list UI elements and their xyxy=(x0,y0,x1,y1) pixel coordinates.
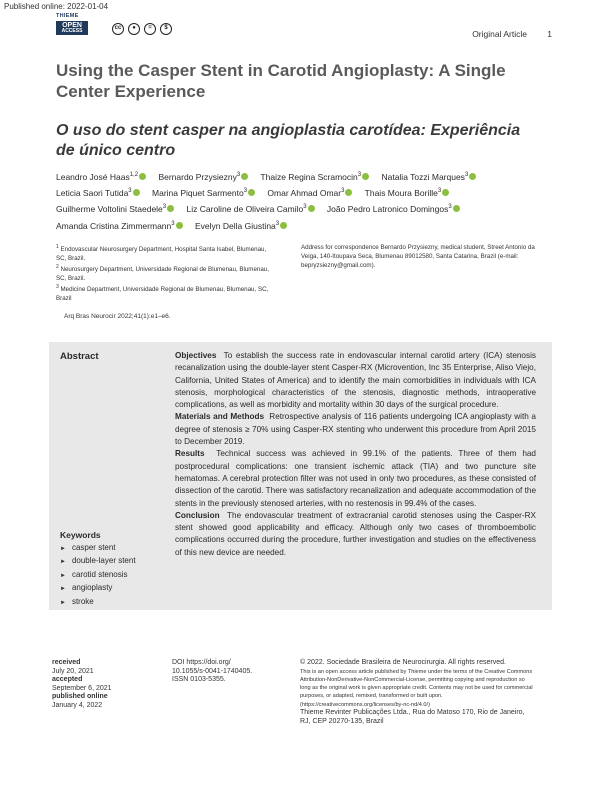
orcid-icon[interactable] xyxy=(442,189,449,196)
author[interactable]: Natalia Tozzi Marques$^3$ xyxy=(381,172,476,182)
keywords-list xyxy=(60,542,136,609)
article-dates xyxy=(52,659,112,711)
affiliation: $^2$ Neurosurgery Department, Universidade Regional de Blumenau, Blumenau, SC, Brazil. xyxy=(56,264,269,283)
copyright-block xyxy=(300,659,535,726)
accepted-date: September 6, 2021 xyxy=(52,684,112,692)
author[interactable]: Thais Moura Borille$^3$ xyxy=(365,188,450,198)
author[interactable]: Leandro José Haas$^{1,2}$ xyxy=(56,172,146,182)
abstract-body xyxy=(175,350,536,559)
cc-license-icon: cc xyxy=(112,23,124,35)
doi-block xyxy=(172,659,252,685)
orcid-icon[interactable] xyxy=(280,222,287,229)
keyword: ► angioplasty xyxy=(60,582,136,595)
article-type-label: Original Article xyxy=(472,29,527,39)
keyword: ► double-layer stent xyxy=(60,555,136,568)
article-subtitle: O uso do stent casper na angioplastia carotídea: Experiência de único centro xyxy=(56,122,521,159)
orcid-icon[interactable] xyxy=(139,173,146,180)
article-title: Using the Casper Stent in Carotid Angioplasty: A Single Center Experience xyxy=(56,61,506,101)
by-license-icon: ● xyxy=(128,23,140,35)
published-label: published online xyxy=(52,693,108,701)
published-date: January 4, 2022 xyxy=(52,701,103,709)
logo-line2: OPEN xyxy=(56,21,88,29)
logo-line3: ACCESS xyxy=(56,29,88,35)
doi-number[interactable]: 10.1055/s-0041-1740405. xyxy=(172,667,253,675)
logo-line1: THIEME xyxy=(56,13,79,19)
journal-citation: Arq Bras Neurocir 2022;41(1):e1–e6. xyxy=(64,313,171,320)
published-online-stamp: Published online: 2022-01-04 xyxy=(4,2,109,11)
keyword: ► casper stent xyxy=(60,542,136,555)
orcid-icon[interactable] xyxy=(308,205,315,212)
received-date: July 20, 2021 xyxy=(52,667,94,675)
accepted-label: accepted xyxy=(52,676,83,684)
author[interactable]: Omar Ahmad Omar$^3$ xyxy=(267,188,352,198)
thieme-open-access-logo xyxy=(56,14,88,35)
keywords-heading: Keywords xyxy=(60,530,101,540)
keyword: ► stroke xyxy=(60,596,136,609)
abstract-objectives: Objectives To establish the success rate in endovascular internal carotid artery (ICA) stenosis recanalization using the double-layer stent Casper-RX (Microvention, Inc 35 Enterprise, Aliso Viejo, California, United States of America) and to identify the main comorbidities in individuals with ICA stenosis, morphological characteristics of the stenosis, diagnostic methods, intraoperative complications, as well as morbidity and mortality within 30 days of the surgical procedure. xyxy=(175,351,536,410)
abstract-results: Results Technical success was achieved in 99.1% of the patients. Three of them had postprocedural complications: one transient ischemic attack (TIA) and two puncture site hematomas. A cerebral protection filter was not used in only two procedures, as these consisted of dissection of the carotid. There was satisfactory recanalization and adequate accommodation of the stents in the previously stenosed arteries, with no restenosis in 99.4% of the cases. xyxy=(175,449,536,508)
issn: ISSN 0103-5355. xyxy=(172,676,226,684)
affiliations xyxy=(56,243,276,303)
correspondence-address: Address for correspondence Bernardo Przysiezny, medical student, Street Antonio da Veiga, 140-Itoupava Seca, Blumenau 89012580, Santa Catarina, Brazil (e-mail: bepryzsiezny@gmail.com). xyxy=(301,244,535,269)
author[interactable]: Bernardo Przysiezny$^3$ xyxy=(158,172,248,182)
author[interactable]: João Pedro Latronico Domingos$^3$ xyxy=(327,204,460,214)
author[interactable]: Marina Piquet Sarmento$^3$ xyxy=(152,188,255,198)
noncommercial-license-icon: $ xyxy=(160,23,172,35)
orcid-icon[interactable] xyxy=(167,205,174,212)
author[interactable]: Leticia Saori Tutida$^3$ xyxy=(56,188,140,198)
received-label: received xyxy=(52,659,81,666)
affiliation: $^1$ Endovascular Neurosurgery Department, Hospital Santa Isabel, Blumenau, SC, Brazil. xyxy=(56,244,267,263)
author[interactable]: Guilherme Voltolini Staedele$^3$ xyxy=(56,204,174,214)
abstract-methods: Materials and Methods Retrospective analysis of 116 patients undergoing ICA angioplasty with a degree of stenosis ≥ 70% using Casper-RX stenting who underwent this procedure from April 2015 to December 2019. xyxy=(175,412,536,447)
orcid-icon[interactable] xyxy=(248,189,255,196)
author[interactable]: Liz Caroline de Oliveira Camilo$^3$ xyxy=(187,204,315,214)
noderivs-license-icon: = xyxy=(144,23,156,35)
orcid-icon[interactable] xyxy=(469,173,476,180)
orcid-icon[interactable] xyxy=(362,173,369,180)
license-statement: This is an open access article published by Thieme under the terms of the Creative Commons Attribution-NonDerivative-NonCommercial-License, permitting copying and reproduction so long as the original work is given appropriate credit. Contents may not be used for commercial purposes, or adapted, remixed, transformed or built upon. (https://creativecommons.org/licenses/by-nc-nd/4.0/) xyxy=(300,668,533,708)
affiliation: $^3$ Medicine Department, Universidade Regional de Blumenau, Blumenau, SC, Brazil xyxy=(56,284,269,303)
orcid-icon[interactable] xyxy=(241,173,248,180)
abstract-heading: Abstract xyxy=(60,351,99,362)
author[interactable]: Amanda Cristina Zimmermann$^3$ xyxy=(56,221,183,231)
orcid-icon[interactable] xyxy=(133,189,140,196)
page-number: 1 xyxy=(547,29,552,39)
author[interactable]: Thaize Regina Scramocin$^3$ xyxy=(260,172,369,182)
doi-link[interactable]: DOI https://doi.org/ xyxy=(172,659,231,666)
publisher-address: Thieme Revinter Publicações Ltda., Rua do Matoso 170, Rio de Janeiro, RJ, CEP 20270-135, Brazil xyxy=(300,709,525,725)
author-list xyxy=(56,168,556,233)
author[interactable]: Evelyn Della Giustina$^3$ xyxy=(195,221,287,231)
orcid-icon[interactable] xyxy=(345,189,352,196)
orcid-icon[interactable] xyxy=(176,222,183,229)
copyright-line: © 2022. Sociedade Brasileira de Neurocirurgia. All rights reserved. xyxy=(300,659,506,666)
orcid-icon[interactable] xyxy=(453,205,460,212)
keyword: ► carotid stenosis xyxy=(60,569,136,582)
abstract-conclusion: Conclusion The endovascular treatment of extracranial carotid stenoses using the Casper-RX stent showed good applicability and efficacy. Although only two cases of thromboembolic complications occurred during the procedure, further investigation and studies on the effectiveness of this new device are needed. xyxy=(175,510,536,557)
